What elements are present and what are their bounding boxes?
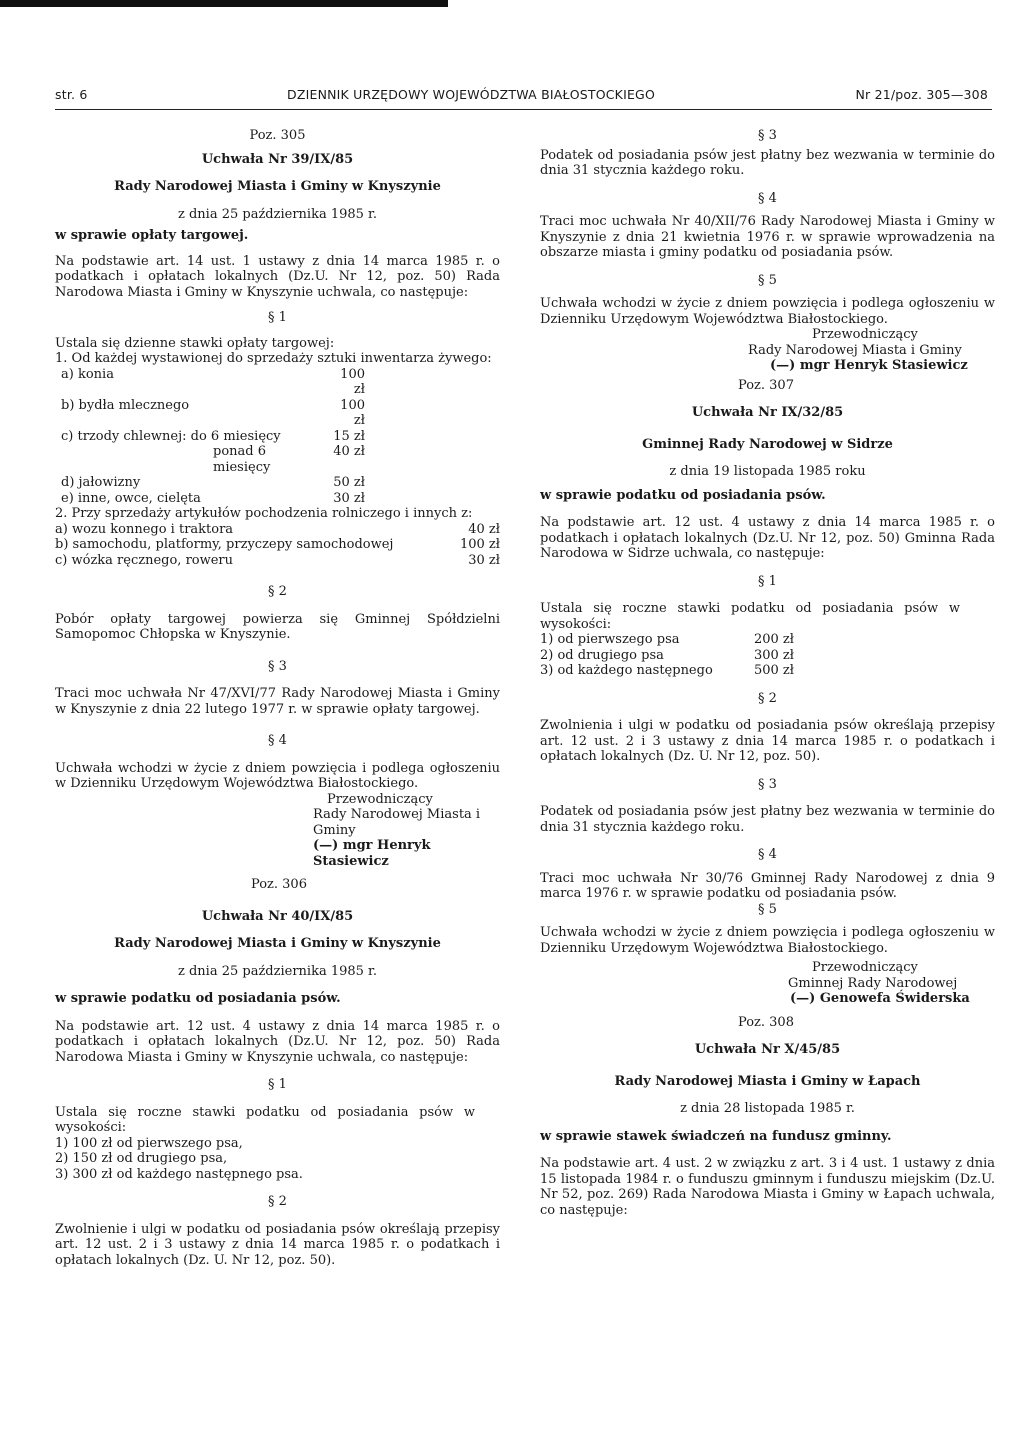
resolution-body: Rady Narodowej Miasta i Gminy w Knyszynie [114, 179, 441, 194]
resolution-body: Rady Narodowej Miasta i Gminy w Knyszynie [114, 936, 441, 951]
resolution-title: Uchwała Nr X/45/85 [694, 1042, 841, 1057]
table-row: 3) od każdego następnego 500 zł [540, 663, 794, 678]
preamble: Na podstawie art. 4 ust. 2 w związku z art. 3 i 4 ust. 1 ustawy z dnia 15 listopada 1984 r. o funduszu gminnym i funduszu miejskim (Dz.U. Nr 52, poz. 269) Rada Narodowa Miasta i Gminy w Łapach uchwala, co następuje: [540, 1156, 995, 1218]
preamble: Na podstawie art. 12 ust. 4 ustawy z dnia 14 marca 1985 r. o podatkach i opłatach lokalnych (Dz.U. Nr 12, poz. 50) Rada Narodowa Miasta i Gminy w Knyszynie uchwala, co następuje: [55, 1018, 500, 1065]
section-1-intro: Ustala się roczne stawki podatku od posiadania psów w wysokości: [55, 1104, 475, 1135]
section-5: § 5 [758, 901, 777, 917]
signature-role: Przewodniczący [812, 960, 918, 975]
signature-role: Przewodniczący [327, 791, 433, 807]
section-1: § 1 [758, 573, 777, 589]
section-5: § 5 [758, 272, 777, 288]
section-3-text: Traci moc uchwała Nr 47/XVI/77 Rady Narodowej Miasta i Gminy w Knyszynie z dnia 22 lutego 1977 r. w sprawie opłaty targowej. [55, 686, 500, 717]
poz-306: Poz. 306 [251, 877, 307, 892]
livestock-fee-table [61, 367, 365, 507]
section-1: § 1 [268, 310, 287, 325]
section-1-point-2: 2. Przy sprzedaży artykułów pochodzenia rolniczego i innych z: [55, 506, 473, 521]
resolution-title: Uchwała Nr IX/32/85 [691, 405, 844, 420]
signature-name: (—) mgr Henryk Stasiewicz [313, 838, 431, 869]
preamble: Na podstawie art. 14 ust. 1 ustawy z dnia 14 marca 1985 r. o podatkach i opłatach lokalnych (Dz.U. Nr 12, poz. 50) Rada Narodowa Miasta i Gminy w Knyszynie uchwala, co następuje: [55, 253, 500, 300]
signature-body: Rady Narodowej Miasta i Gminy [748, 342, 962, 358]
table-row: 1) od pierwszego psa 200 zł [540, 632, 794, 647]
section-3: § 3 [758, 128, 777, 143]
resolution-date: z dnia 25 października 1985 r. [178, 206, 377, 222]
section-2-text: Pobór opłaty targowej powierza się Gminnej Spółdzielni Samopomoc Chłopska w Knyszynie. [55, 611, 500, 642]
section-3-text: Podatek od posiadania psów jest płatny bez wezwania w terminie do dnia 31 stycznia każdego roku. [540, 804, 995, 835]
preamble: Na podstawie art. 12 ust. 4 ustawy z dnia 14 marca 1985 r. o podatkach i opłatach lokalnych (Dz.U. Nr 12, poz. 50) Gminna Rada Narodowa w Sidrze uchwala, co następuje: [540, 515, 995, 561]
dog-tax-table [540, 632, 794, 679]
section-4: § 4 [268, 733, 287, 748]
section-2-text: Zwolnienie i ulgi w podatku od posiadania psów określają przepisy art. 12 ust. 2 i 3 ustawy z dnia 14 marca 1985 r. o podatkach i opłatach lokalnych (Dz. U. Nr 12, poz. 50). [55, 1221, 500, 1268]
section-1-intro: Ustala się roczne stawki podatku od posiadania psów w wysokości: [540, 601, 960, 632]
scan-artifact-bar [0, 0, 448, 7]
resolution-date: z dnia 25 października 1985 r. [178, 963, 377, 979]
page-number: str. 6 [55, 87, 88, 102]
resolution-subject: w sprawie podatku od posiadania psów. [540, 487, 826, 503]
section-2-text: Zwolnienia i ulgi w podatku od posiadania psów określają przepisy art. 12 ust. 2 i 3 ustawy z dnia 14 marca 1985 r. o podatkach i opłatach lokalnych (Dz. U. Nr 12, poz. 50). [540, 718, 995, 764]
signature-role: Przewodniczący [812, 327, 918, 342]
signature-body: Rady Narodowej Miasta i Gminy [313, 807, 481, 838]
right-column [540, 128, 995, 1218]
goods-fee-table [55, 522, 500, 569]
table-row: a) wozu konnego i traktora 40 zł [55, 521, 500, 537]
section-4-text: Traci moc uchwała Nr 30/76 Gminnej Rady Narodowej z dnia 9 marca 1976 r. w sprawie podatku od posiadania psów. [540, 870, 995, 901]
section-3: § 3 [758, 776, 777, 792]
resolution-body: Rady Narodowej Miasta i Gminy w Łapach [614, 1073, 921, 1089]
list-item: 1) 100 zł od pierwszego psa, [55, 1135, 243, 1151]
section-1: § 1 [268, 1077, 287, 1092]
resolution-date: z dnia 19 listopada 1985 roku [669, 464, 866, 479]
resolution-subject: w sprawie opłaty targowej. [55, 228, 249, 243]
left-column [55, 128, 500, 1268]
section-3: § 3 [268, 658, 287, 674]
table-row: d) jałowizny 50 zł [61, 475, 365, 490]
resolution-subject: w sprawie podatku od posiadania psów. [55, 991, 341, 1006]
resolution-title: Uchwała Nr 40/IX/85 [201, 908, 354, 924]
resolution-body: Gminnej Rady Narodowej w Sidrze [642, 436, 893, 452]
poz-307: Poz. 307 [738, 377, 794, 393]
section-4: § 4 [758, 847, 777, 862]
signature-body: Gminnej Rady Narodowej [788, 975, 958, 991]
table-row: a) konia 100 zł [61, 366, 365, 397]
resolution-subject: w sprawie stawek świadczeń na fundusz gminny. [540, 1128, 892, 1144]
table-row: b) bydła mlecznego 100 zł [61, 397, 365, 428]
section-4-text: Uchwała wchodzi w życie z dniem powzięcia i podlega ogłoszeniu w Dzienniku Urzędowym Województwa Białostockiego. [55, 760, 500, 791]
section-3-text: Podatek od posiadania psów jest płatny bez wezwania w terminie do dnia 31 stycznia każdego roku. [540, 147, 995, 178]
section-1-point-1: 1. Od każdej wystawionej do sprzedaży sztuki inwentarza żywego: [55, 351, 492, 366]
signature-name: (—) mgr Henryk Stasiewicz [770, 358, 968, 373]
page-header [55, 87, 992, 110]
resolution-date: z dnia 28 listopada 1985 r. [680, 1101, 855, 1116]
list-item: 2) 150 zł od drugiego psa, [55, 1151, 228, 1166]
table-row: ponad 6 miesięcy 40 zł [213, 444, 365, 475]
signature-name: (—) Genowefa Świderska [790, 991, 970, 1006]
table-row: b) samochodu, platformy, przyczepy samochodowej 100 zł [55, 537, 500, 552]
poz-305: Poz. 305 [249, 128, 306, 143]
section-2: § 2 [268, 584, 287, 599]
section-2: § 2 [758, 690, 777, 706]
section-2: § 2 [268, 1194, 287, 1209]
poz-308: Poz. 308 [738, 1014, 794, 1030]
table-row: c) trzody chlewnej: do 6 miesięcy 15 zł [61, 428, 365, 444]
issue-number: Nr 21/poz. 305—308 [855, 87, 988, 102]
resolution-title: Uchwała Nr 39/IX/85 [201, 151, 354, 167]
list-item: 3) 300 zł od każdego następnego psa. [55, 1166, 303, 1182]
table-row: e) inne, owce, cielęta 30 zł [61, 490, 365, 506]
section-4-text: Traci moc uchwała Nr 40/XII/76 Rady Narodowej Miasta i Gminy w Knyszynie z dnia 21 kwietnia 1976 r. w sprawie wprowadzenia na obszarze miasta i gminy podatku od posiadania psów. [540, 214, 995, 260]
section-5-text: Uchwała wchodzi w życie z dniem powzięcia i podlega ogłoszeniu w Dzienniku Urzędowym Województwa Białostockiego. [540, 296, 995, 327]
section-5-text: Uchwała wchodzi w życie z dniem powzięcia i podlega ogłoszeniu w Dzienniku Urzędowym Województwa Białostockiego. [540, 925, 995, 956]
journal-title: DZIENNIK URZĘDOWY WOJEWÓDZTWA BIAŁOSTOCKIEGO [287, 87, 655, 102]
section-4: § 4 [758, 190, 777, 206]
section-1-intro: Ustala się dzienne stawki opłaty targowej: [55, 335, 335, 351]
table-row: 2) od drugiego psa 300 zł [540, 647, 794, 663]
table-row: c) wózka ręcznego, roweru 30 zł [55, 552, 500, 568]
